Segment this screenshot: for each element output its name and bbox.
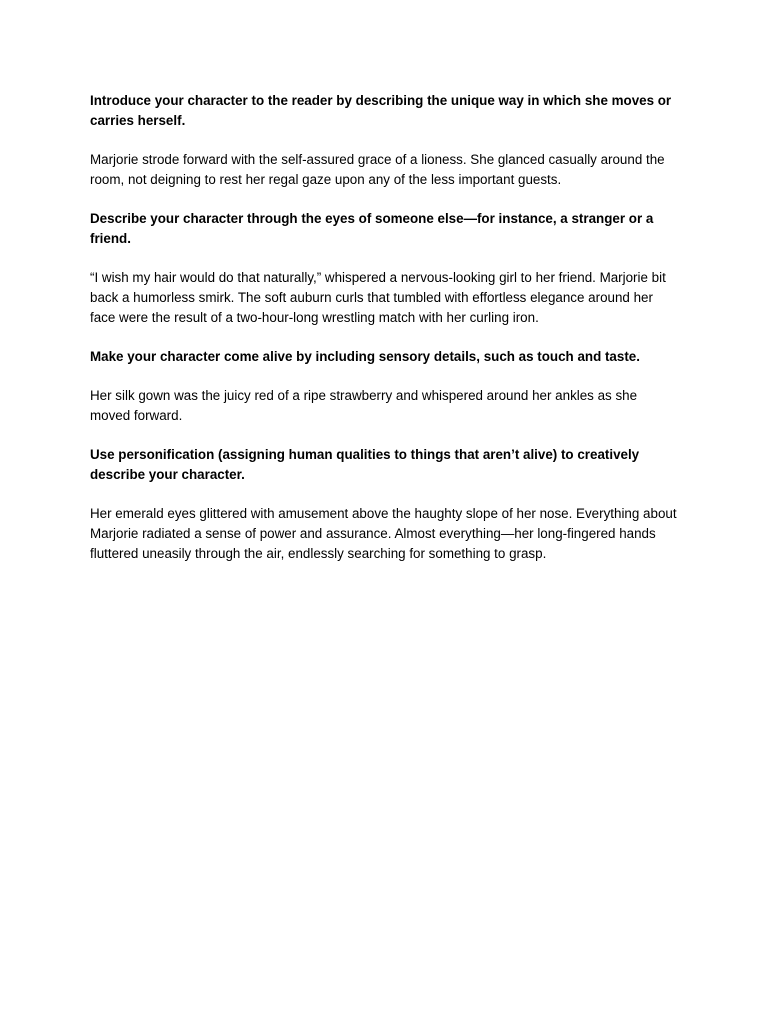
section-eyes-of-others	[90, 209, 680, 328]
section-movement	[90, 91, 680, 190]
answer-paragraph: “I wish my hair would do that naturally,” whispered a nervous-looking girl to her friend. Marjorie bit back a humorless smirk. The soft auburn curls that tumbled with effortless elegance around her face were the result of a two-hour-long wrestling match with her curling iron.	[90, 270, 666, 325]
prompt-heading: Introduce your character to the reader by describing the unique way in which she moves or carries herself.	[90, 93, 672, 128]
answer-paragraph: Her emerald eyes glittered with amusement above the haughty slope of her nose. Everything about Marjorie radiated a sense of power and assurance. Almost everything—her long-fingered hands fluttered uneasily through the air, endlessly searching for something to grasp.	[90, 506, 677, 561]
prompt-heading: Use personification (assigning human qualities to things that aren’t alive) to creatively describe your character.	[90, 447, 640, 482]
section-sensory-details	[90, 347, 680, 426]
answer-paragraph: Marjorie strode forward with the self-assured grace of a lioness. She glanced casually around the room, not deigning to rest her regal gaze upon any of the less important guests.	[90, 152, 665, 187]
document-page	[90, 91, 680, 583]
section-personification	[90, 445, 680, 564]
answer-paragraph: Her silk gown was the juicy red of a ripe strawberry and whispered around her ankles as she moved forward.	[90, 388, 638, 423]
prompt-heading: Make your character come alive by including sensory details, such as touch and taste.	[90, 349, 640, 364]
prompt-heading: Describe your character through the eyes of someone else—for instance, a stranger or a friend.	[90, 211, 654, 246]
